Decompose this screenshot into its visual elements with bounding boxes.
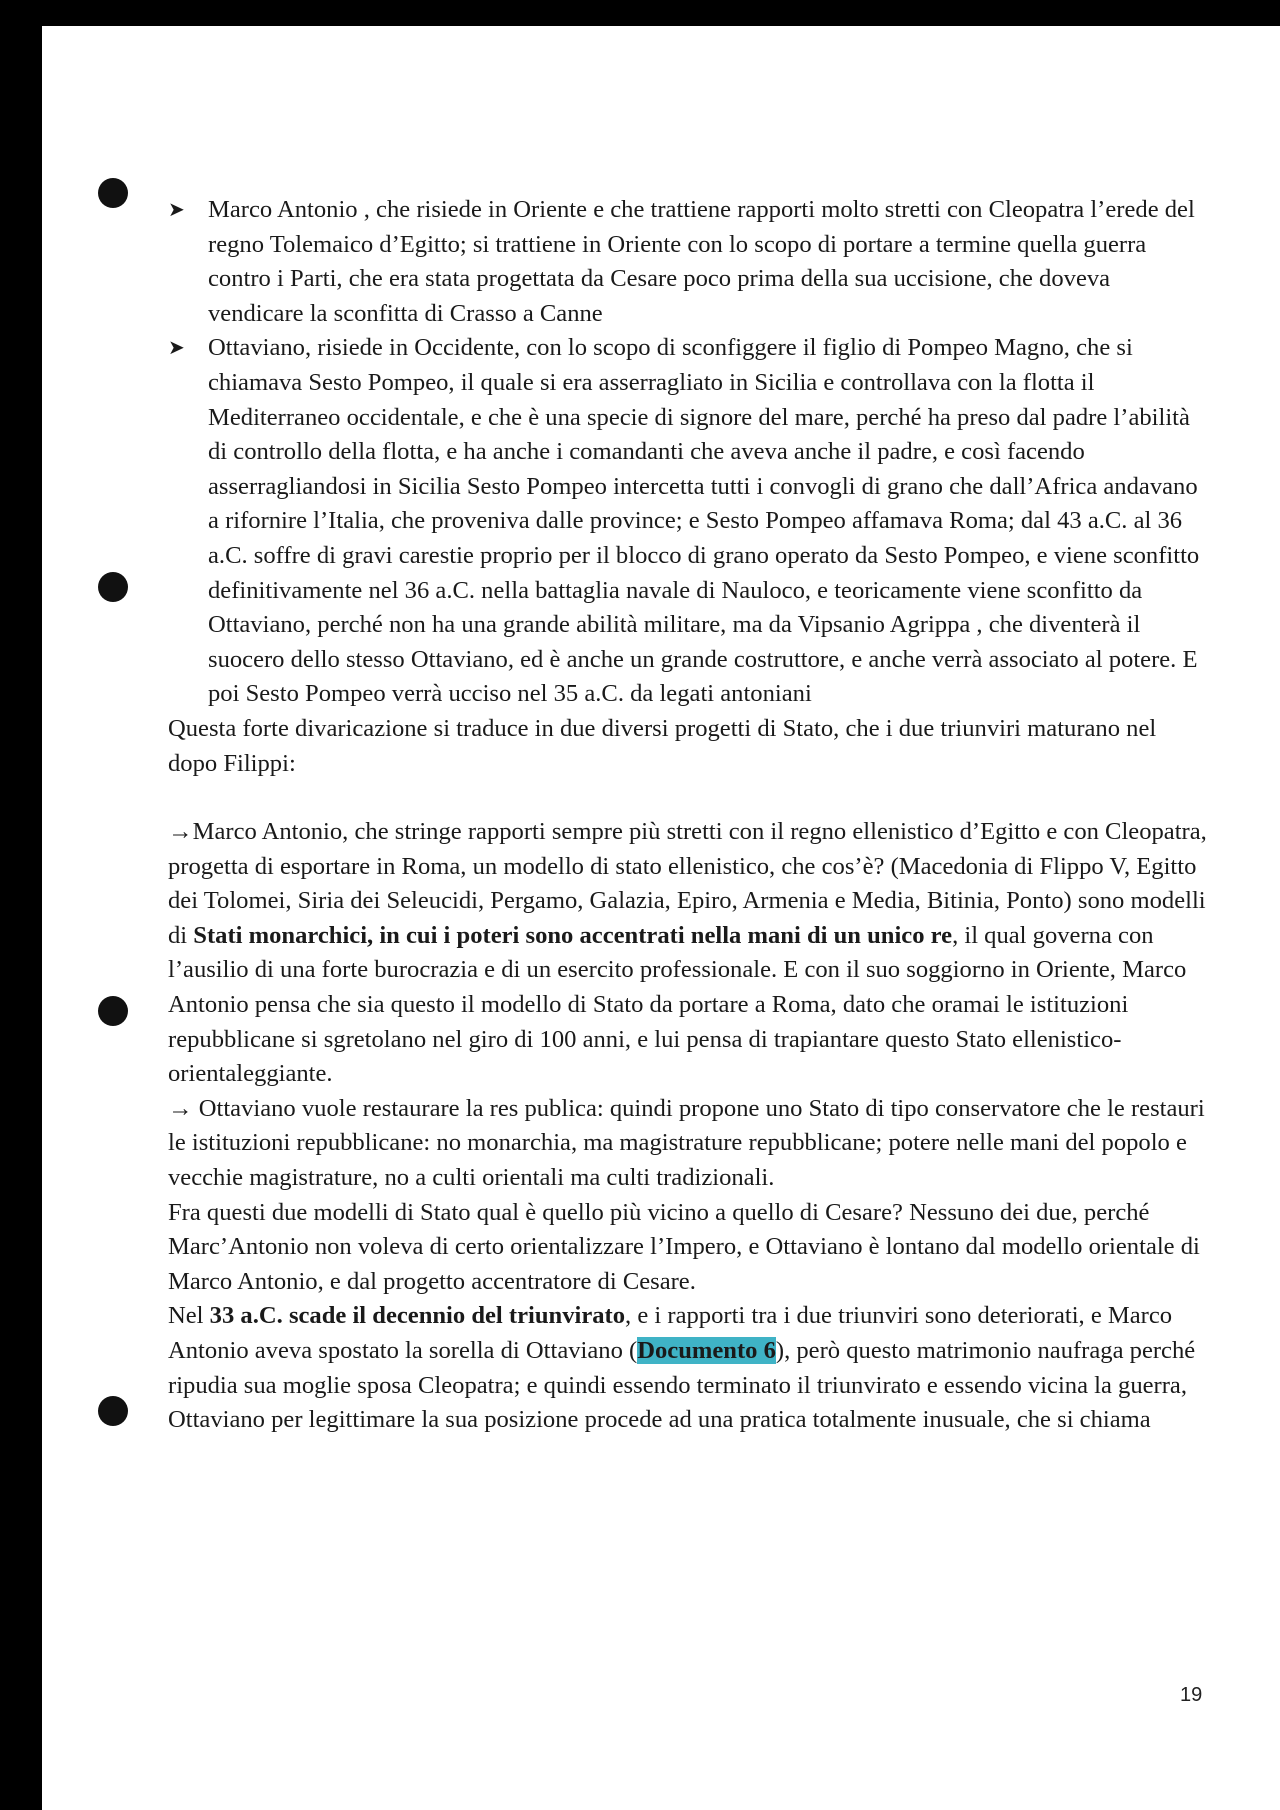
paragraph-ottaviano: → Ottaviano vuole restaurare la res publica: quindi propone uno Stato di tipo conservatore che le restauri le istituzioni repubblicane: no monarchia, ma magistrature repubblicane; potere nelle mani del popolo e vecchie magistrature, no a culti orientali ma culti tradizionali. <box>168 1094 1205 1192</box>
bold-phrase: scade il decennio del triunvirato <box>288 1302 626 1330</box>
bullet-text: Marco Antonio , che risiede in Oriente e che trattiene rapporti molto stretti con Cleopatra l’erede del regno Tolemaico d’Egitto; si trattiene in Oriente con lo scopo di portare a termine quella guerra contro i Parti, che era stata progettata da Cesare poco prima della sua uccisione, che doveva vendicare la sconfitta di Crasso a Canne <box>208 196 1195 327</box>
bullet-text: Ottaviano, risiede in Occidente, con lo scopo di sconfiggere il figlio di Pompeo Magno, che si chiamava Sesto Pompeo, il quale si era asserragliato in Sicilia e controllava con la flotta il Mediterraneo occidentale, e che è una specie di signore del mare, perché ha preso dal padre l’abilità di controllo della flotta, e ha anche i comandanti che aveva anche il padre, e così facendo asserragliandosi in Sicilia Sesto Pompeo intercetta tutti i convogli di grano che dall’Africa andavano a rifornire l’Italia, che proveniva dalle province; e Sesto Pompeo affamava Roma; dal 43 a.C. al 36 a.C. soffre di gravi carestie proprio per il blocco di grano operato da Sesto Pompeo, e viene sconfitto definitivamente nel 36 a.C. nella battaglia navale di Nauloco, e teoricamente viene sconfitto da Ottaviano, perché non ha una grande abilità militare, ma da Vipsanio Agrippa , che diventerà il suocero dello stesso Ottaviano, ed è anche un grande costruttore, e anche verrà associato al potere. E poi Sesto Pompeo verrà ucciso nel 35 a.C. da legati antoniani <box>208 334 1200 708</box>
bullet-ottaviano <box>168 331 1208 712</box>
paragraph-spacer <box>168 781 1208 815</box>
paragraph-antonio: →Marco Antonio, che stringe rapporti sempre più stretti con il regno ellenistico d’Egitto e con Cleopatra, progetta di esportare in Roma, un modello di stato ellenistico, che cos’è? (Macedonia di Flippo V, Egitto dei Tolomei, Siria dei Seleucidi, Pergamo, Galazia, Epiro, Armenia e Media, Bitinia, Ponto) sono modelli di Stati monarchici, in cui i poteri sono accentrati nella mani di un unico re, il qual governa con l’ausilio di una forte burocrazia e di un esercito professionale. E con il suo soggiorno in Oriente, Marco Antonio pensa che sia questo il modello di Stato da portare a Roma, dato che oramai le istituzioni repubblicane si sgretolano nel giro di 100 anni, e lui pensa di trapiantare questo Stato ellenistico-orientaleggiante. <box>168 818 1207 1088</box>
punch-hole <box>98 178 128 208</box>
arrowhead-bullet-icon: ➤ <box>168 199 185 221</box>
punch-hole <box>98 996 128 1026</box>
paragraph-cesare: Fra questi due modelli di Stato qual è quello più vicino a quello di Cesare? Nessuno dei due, perché Marc’Antonio non voleva di certo orientalizzare l’Impero, e Ottaviano è lontano dal modello orientale di Marco Antonio, e dal progetto accentratore di Cesare. <box>168 1198 1200 1295</box>
bold-phrase: Stati monarchici, in cui i poteri sono accentrati nella mani di un unico re <box>193 921 953 949</box>
document-body <box>168 193 1208 1438</box>
punch-hole <box>98 572 128 602</box>
document-reference-highlight: Documento 6 <box>637 1337 776 1364</box>
page-number: 19 <box>1180 1684 1203 1706</box>
arrowhead-bullet-icon: ➤ <box>168 337 185 360</box>
bullet-marco-antonio <box>168 193 1208 331</box>
paragraph-triunvirato: Nel 33 a.C. scade il decennio del triunvirato, e i rapporti tra i due triunviri sono deteriorati, e Marco Antonio aveva spostato la sorella di Ottaviano (Documento 6), però questo matrimonio naufraga perché ripudia sua moglie sposa Cleopatra; e quindi essendo terminato il triunvirato e essendo vicina la guerra, Ottaviano per legittimare la sua posizione procede ad una pratica totalmente inusuale, che si chiama <box>168 1302 1196 1434</box>
punch-hole <box>98 1396 128 1426</box>
paragraph-intro: Questa forte divaricazione si traduce in due diversi progetti di Stato, che i due triunviri maturano nel dopo Filippi: <box>168 714 1157 777</box>
bold-date: 33 a.C. <box>209 1302 283 1330</box>
